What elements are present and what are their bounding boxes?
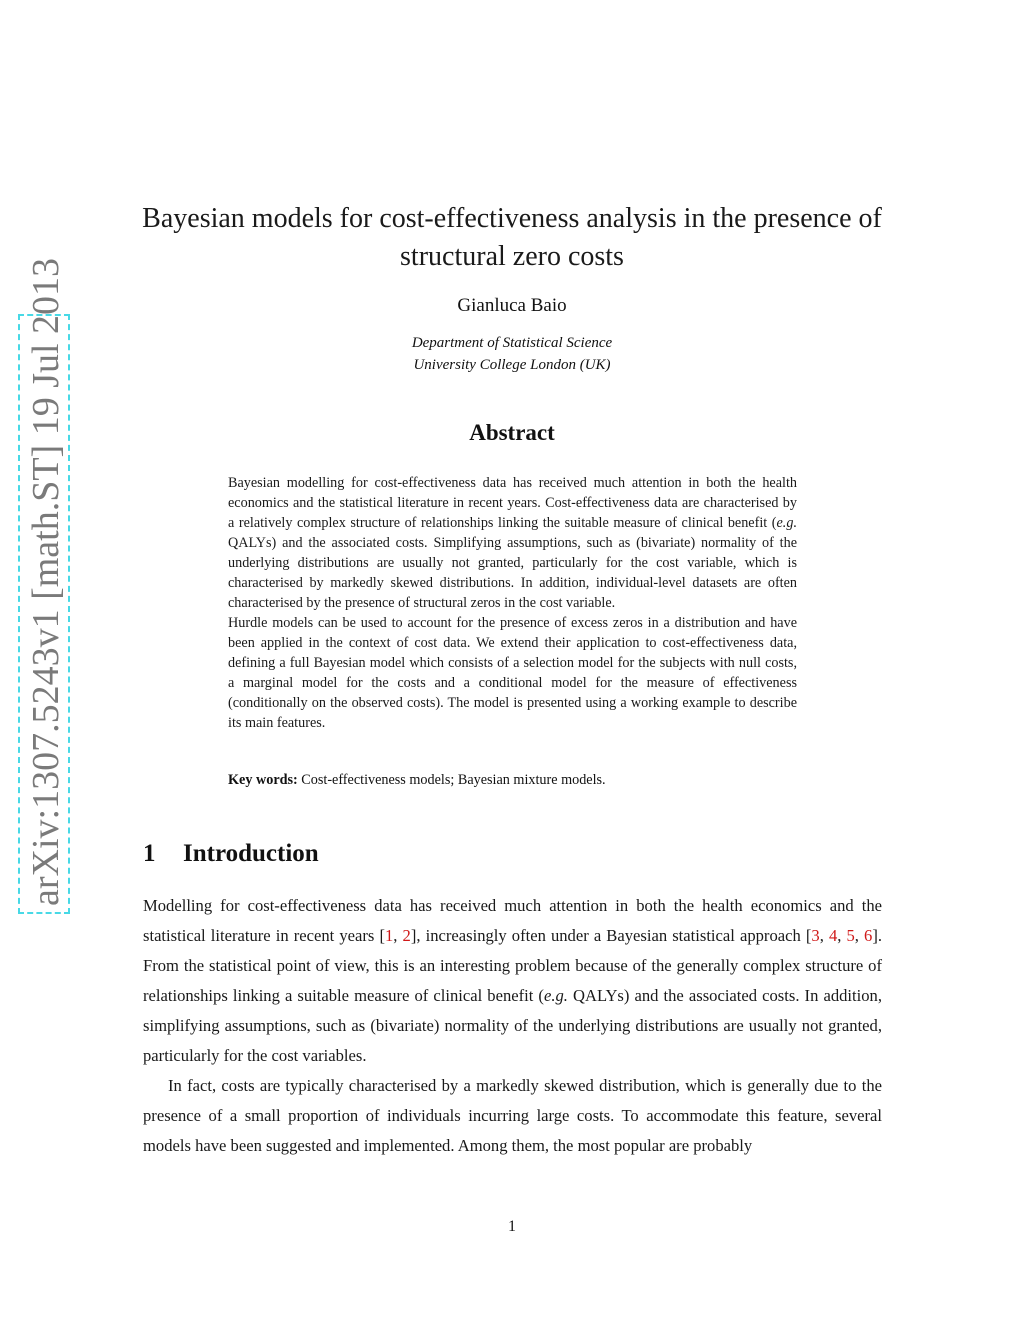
abstract-text: Bayesian modelling for cost-effectiveness data has received much attention in both the health economics and the statistical literature in recent years. Cost-effectiveness data are characterised by a relatively complex structure of relationships linking the suitable measure of clinical benefit ( <box>228 475 797 531</box>
citation-link[interactable]: 5 <box>846 926 855 945</box>
section-number: 1 <box>143 840 156 867</box>
section-heading-introduction <box>143 840 319 868</box>
affiliation-department: Department of Statistical Science <box>411 335 613 351</box>
paper-title: Bayesian models for cost-effectiveness analysis in the presence of structural zero costs <box>142 203 882 272</box>
body-text-run: ]. From the statistical point of view, this is an interesting problem because of the generally complex structure of relationships linking a suitable measure of clinical benefit ( <box>143 926 883 1005</box>
author-name: Gianluca Baio <box>457 295 567 316</box>
arxiv-identifier-stamp: arXiv:1307.5243v1 [math.ST] 19 Jul 2013 <box>18 314 70 914</box>
abstract-text: QALYs) and the associated costs. Simplifying assumptions, such as (bivariate) normality of the underlying distributions are usually not granted, particularly for the cost variable, which is characterised by markedly skewed distributions. In addition, individual-level datasets are often characterised by the presence of structural zeros in the cost variable. <box>228 535 797 611</box>
abstract-paragraph-2: Hurdle models can be used to account for the presence of excess zeros in a distribution and have been applied in the context of cost data. We extend their application to cost-effectiveness data, defining a full Bayesian model which consists of a selection model for the subjects with null costs, a marginal model for the costs and a conditional model for the measure of effectiveness (conditionally on the observed costs). The model is presented using a working example to describe its main features. <box>228 615 797 731</box>
abstract-paragraph-1 <box>228 473 797 613</box>
body-paragraph-2: In fact, costs are typically characterised by a markedly skewed distribution, which is generally due to the presence of a small proportion of individuals incurring large costs. To accommodate this feature, several models have been suggested and implemented. Among them, the most popular are probably <box>143 1076 882 1155</box>
citation-separator: , <box>819 926 829 945</box>
page-number: 1 <box>508 1218 516 1235</box>
citation-link[interactable]: 2 <box>402 926 411 945</box>
keywords <box>228 770 797 790</box>
citation-link[interactable]: 4 <box>828 926 838 945</box>
body-text-run: QALYs) and the associated costs. In addition, simplifying assumptions, such as (bivariate) normality of the underlying distributions are usually not granted, particularly for the cost variables. <box>143 986 882 1065</box>
citation-separator: , <box>393 926 403 945</box>
affiliation-institution: University College London (UK) <box>413 357 611 373</box>
citation-link[interactable]: 6 <box>864 926 873 945</box>
citation-separator: , <box>854 926 865 945</box>
citation-link[interactable]: 1 <box>384 926 394 945</box>
body-paragraph-1 <box>143 891 882 1071</box>
keywords-text: Cost-effectiveness models; Bayesian mixture models. <box>297 772 606 788</box>
section-title: Introduction <box>183 840 319 867</box>
body-text-run: Modelling for cost-effectiveness data has received much attention in both the health economics and the statistical literature in recent years [ <box>143 896 882 945</box>
abstract-heading: Abstract <box>469 420 555 445</box>
keywords-label: Key words: <box>228 772 298 788</box>
citation-link[interactable]: 3 <box>811 926 820 945</box>
citation-separator: , <box>837 926 847 945</box>
body-text <box>143 891 882 1161</box>
abstract-eg-italic: e.g. <box>776 515 797 531</box>
body-text-run: ], increasingly often under a Bayesian statistical approach [ <box>410 926 812 945</box>
abstract-body <box>228 473 797 733</box>
body-eg-italic: e.g. <box>543 986 568 1005</box>
